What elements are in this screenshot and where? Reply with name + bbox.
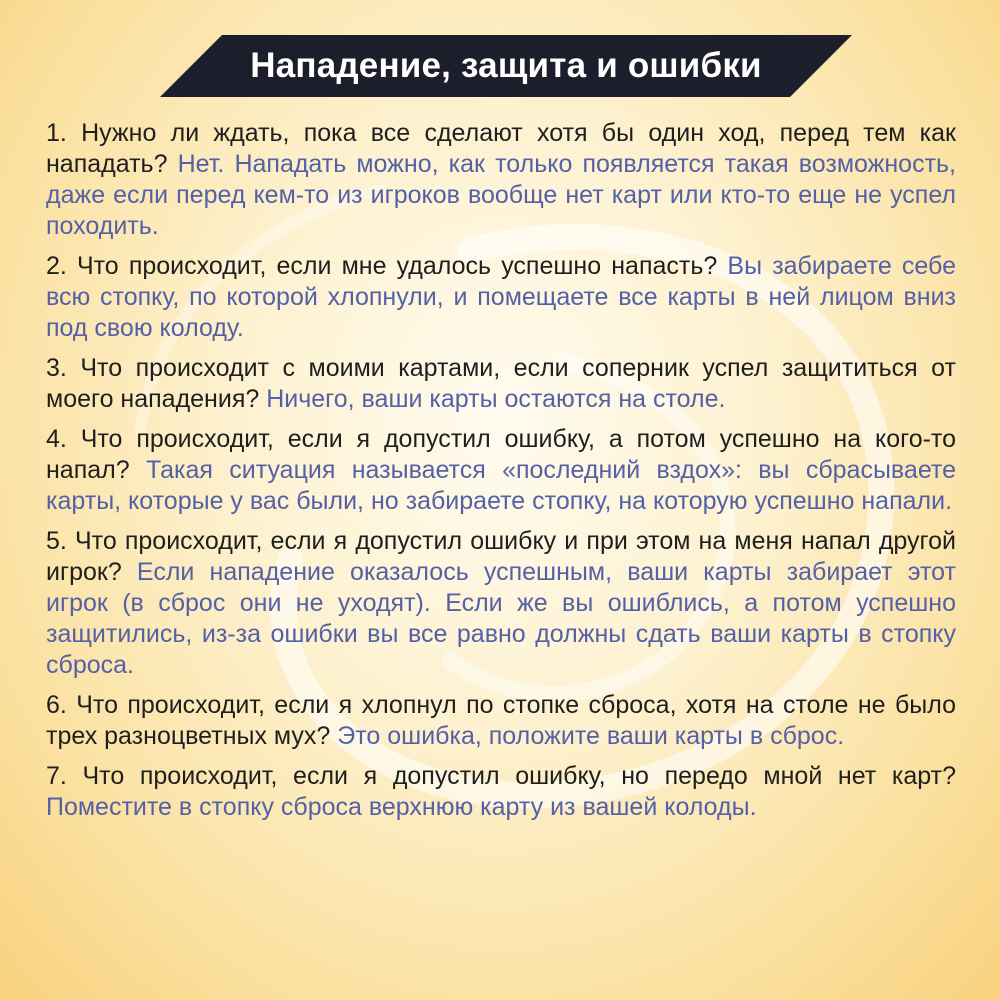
faq-item-7 [46,761,956,823]
faq-item-1 [46,118,956,242]
faq-item-3 [46,353,956,415]
faq-answer: Вы забираете себе всю стопку, по которой хлопнули, и помещаете все карты в ней лицом вниз под свою колоду. [46,252,956,342]
faq-answer: Нет. Нападать можно, как только появляется такая возможность, даже если перед кем-то из игроков вообще нет карт или кто-то еще не успел походить. [46,150,956,240]
faq-question: 4. Что происходит, если я допустил ошибку, а потом успешно на кого-то напал? [46,425,956,484]
faq-answer: Такая ситуация называется «последний вздох»: вы сбрасываете карты, которые у вас были, но забираете стопку, на которую успешно напали. [46,456,956,515]
faq-question: 3. Что происходит с моими картами, если соперник успел защититься от моего нападения? [46,354,956,413]
faq-item-5 [46,526,956,681]
faq-question: 6. Что происходит, если я хлопнул по стопке сброса, хотя на столе не было трех разноцветных мух? [46,691,956,750]
faq-answer: Это ошибка, положите ваши карты в сброс. [337,722,845,750]
faq-item-4 [46,424,956,517]
faq-question: 5. Что происходит, если я допустил ошибку и при этом на меня напал другой игрок? [46,527,956,586]
faq-answer: Ничего, ваши карты остаются на столе. [266,385,726,413]
faq-list [46,118,956,832]
page-title: Нападение, защита и ошибки [250,46,762,85]
faq-item-6 [46,690,956,752]
faq-question: 2. Что происходит, если мне удалось успешно напасть? [46,252,718,280]
faq-question: 1. Нужно ли ждать, пока все сделают хотя бы один ход, перед тем как нападать? [46,119,956,178]
faq-answer: Поместите в стопку сброса верхнюю карту из вашей колоды. [46,793,757,821]
faq-item-2 [46,251,956,344]
faq-answer: Если нападение оказалось успешным, ваши карты забирает этот игрок (в сброс они не уходят). Если же вы ошиблись, а потом успешно защитились, из-за ошибки вы все равно должны сдать ваши карты в стопку сброса. [46,558,956,679]
faq-question: 7. Что происходит, если я допустил ошибку, но передо мной нет карт? [46,762,956,790]
